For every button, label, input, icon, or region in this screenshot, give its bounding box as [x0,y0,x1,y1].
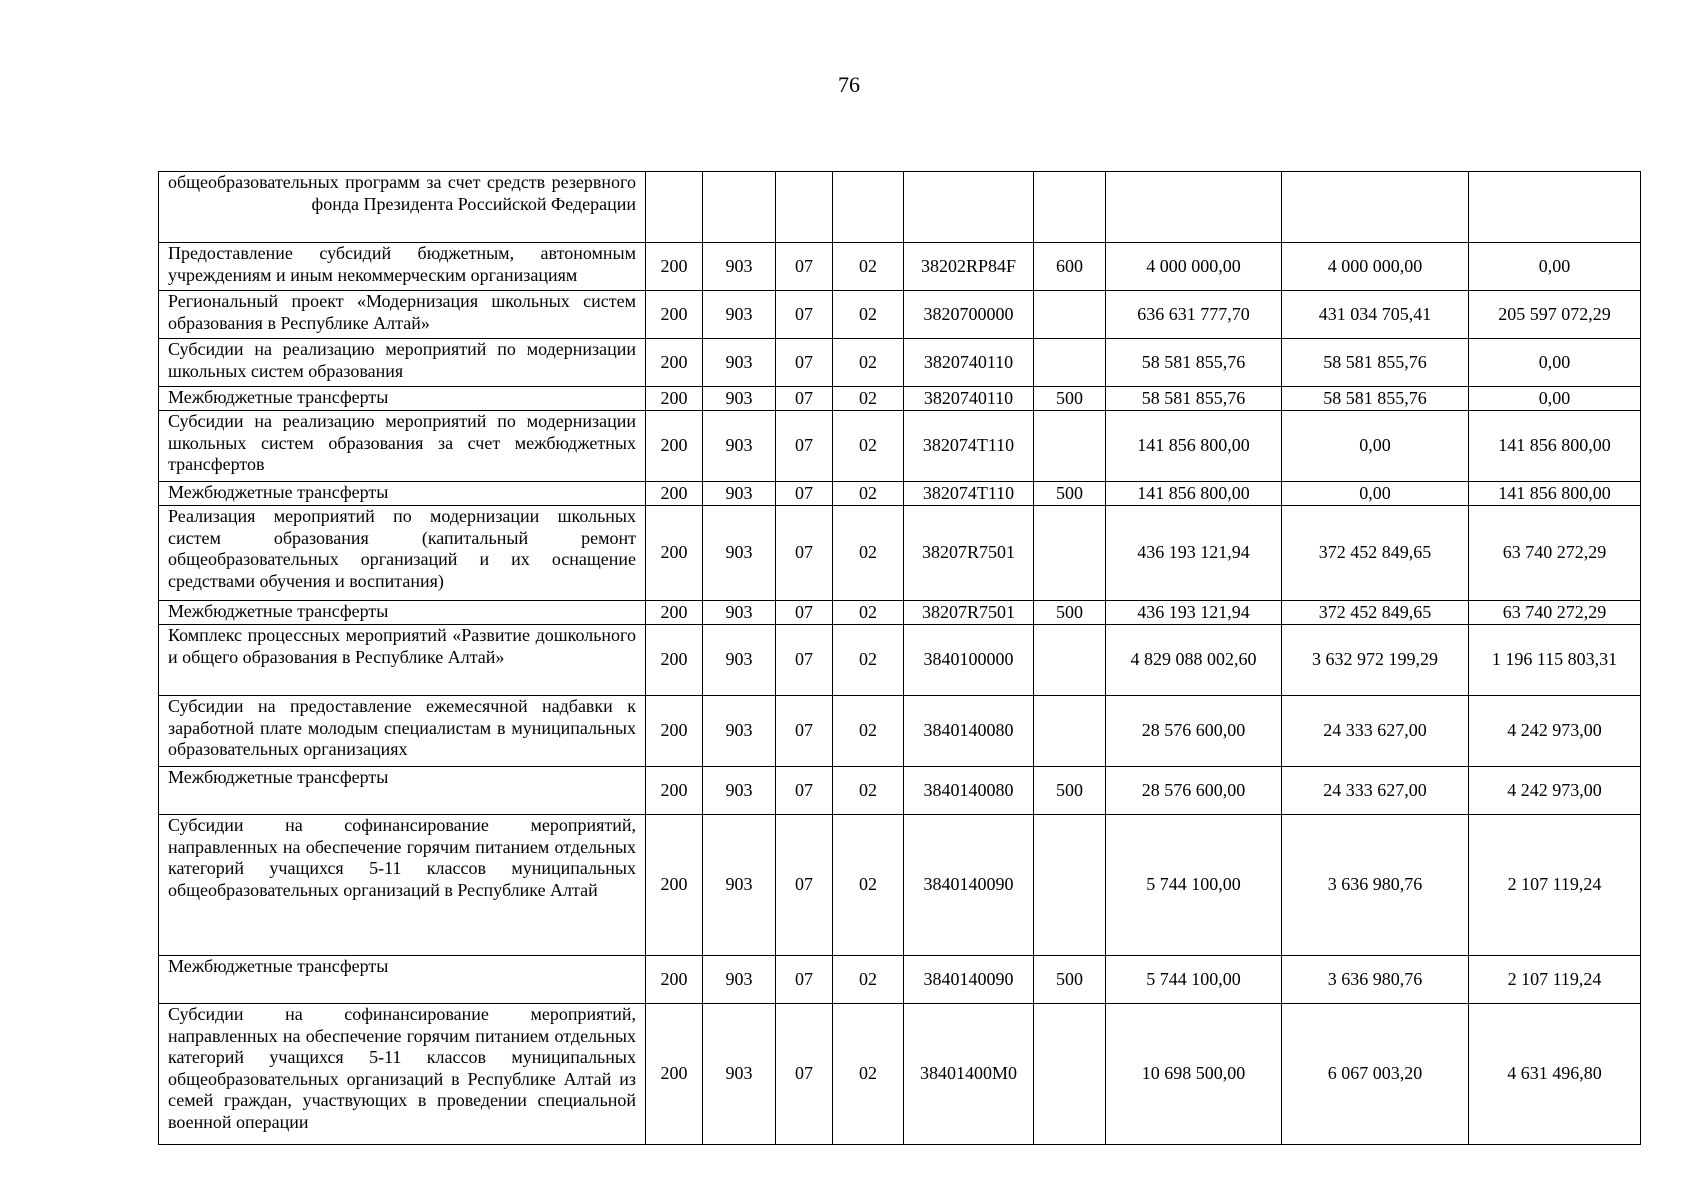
cell-c2: 903 [703,815,776,956]
cell-amount-3: 63 740 272,29 [1469,601,1641,625]
row-name-cell: Региональный проект «Модернизация школьных систем образования в Республике Алтай» [159,291,646,339]
cell-type: 500 [1034,767,1106,815]
cell-c4: 02 [833,506,904,601]
cell-type [1034,696,1106,767]
cell-code: 3840140090 [904,956,1034,1004]
cell-amount-total: 636 631 777,70 [1106,291,1282,339]
table-row [159,767,1641,815]
row-name-cell: Субсидии на предоставление ежемесячной надбавки к заработной плате молодым специалистам в муниципальных образовательных организациях [159,696,646,767]
cell-amount-total: 28 576 600,00 [1106,767,1282,815]
cell-type: 500 [1034,601,1106,625]
table-row [159,243,1641,291]
cell-amount-3: 2 107 119,24 [1469,815,1641,956]
cell-amount-3 [1469,172,1641,243]
cell-type: 500 [1034,482,1106,506]
cell-c3: 07 [776,956,833,1004]
cell-code: 382074T110 [904,482,1034,506]
cell-code [904,1004,1034,1145]
table-row [159,956,1641,1004]
cell-c3: 07 [776,411,833,482]
cell-amount-2: 372 452 849,65 [1282,506,1469,601]
cell-amount-total: 28 576 600,00 [1106,696,1282,767]
cell-c4: 02 [833,696,904,767]
cell-amount-2: 3 632 972 199,29 [1282,625,1469,696]
cell-c1: 200 [646,601,703,625]
table-row [159,625,1641,696]
cell-c4: 02 [833,482,904,506]
row-name-cell: общеобразовательных программ за счет средств резервного фонда Президента Российской Федерации [159,172,646,243]
table-row [159,1004,1641,1145]
cell-amount-total: 141 856 800,00 [1106,411,1282,482]
cell-amount-3: 0,00 [1469,243,1641,291]
cell-amount-3: 1 196 115 803,31 [1469,625,1641,696]
table-row [159,172,1641,243]
cell-amount-2: 0,00 [1282,482,1469,506]
cell-code: 3840140080 [904,696,1034,767]
cell-c3 [776,172,833,243]
table-row [159,696,1641,767]
cell-c2: 903 [703,1004,776,1145]
cell-amount-2: 58 581 855,76 [1282,387,1469,411]
cell-c1: 200 [646,1004,703,1145]
cell-amount-2: 3 636 980,76 [1282,815,1469,956]
row-name-cell: Межбюджетные трансферты [159,387,646,411]
cell-amount-total: 4 000 000,00 [1106,243,1282,291]
cell-c3: 07 [776,696,833,767]
cell-c4: 02 [833,601,904,625]
cell-c1: 200 [646,815,703,956]
cell-c3: 07 [776,243,833,291]
cell-c2: 903 [703,696,776,767]
cell-c1: 200 [646,339,703,387]
cell-amount-3: 0,00 [1469,339,1641,387]
cell-c4: 02 [833,339,904,387]
cell-c1: 200 [646,243,703,291]
cell-type [1034,506,1106,601]
cell-amount-2: 3 636 980,76 [1282,956,1469,1004]
cell-type [1034,339,1106,387]
cell-code: 38207R7501 [904,506,1034,601]
cell-c2: 903 [703,243,776,291]
row-name-cell: Комплекс процессных мероприятий «Развитие дошкольного и общего образования в Республике Алтай» [159,625,646,696]
cell-c2: 903 [703,956,776,1004]
cell-c1: 200 [646,506,703,601]
cell-code [904,172,1034,243]
table-row [159,815,1641,956]
cell-code: 3840140080 [904,767,1034,815]
cell-c3: 07 [776,291,833,339]
table-row [159,601,1641,625]
cell-type [1034,1004,1106,1145]
cell-code: 3820740110 [904,339,1034,387]
cell-c4: 02 [833,767,904,815]
cell-amount-total: 58 581 855,76 [1106,339,1282,387]
cell-c2: 903 [703,506,776,601]
cell-c2: 903 [703,601,776,625]
cell-type: 600 [1034,243,1106,291]
cell-amount-total: 436 193 121,94 [1106,506,1282,601]
cell-amount-2: 24 333 627,00 [1282,696,1469,767]
cell-amount-2: 431 034 705,41 [1282,291,1469,339]
cell-amount-3: 4 242 973,00 [1469,696,1641,767]
cell-c4: 02 [833,1004,904,1145]
table-row [159,339,1641,387]
cell-c3: 07 [776,506,833,601]
cell-type: 500 [1034,387,1106,411]
cell-c2: 903 [703,339,776,387]
cell-c1: 200 [646,625,703,696]
cell-amount-total: 4 829 088 002,60 [1106,625,1282,696]
row-name-cell: Субсидии на реализацию мероприятий по модернизации школьных систем образования [159,339,646,387]
cell-amount-3: 4 631 496,80 [1469,1004,1641,1145]
cell-c2 [703,172,776,243]
cell-type [1034,291,1106,339]
row-name-cell: Предоставление субсидий бюджетным, автономным учреждениям и иным некоммерческим организациям [159,243,646,291]
cell-c4: 02 [833,291,904,339]
cell-c3: 07 [776,767,833,815]
row-name-cell: Межбюджетные трансферты [159,956,646,1004]
row-name-cell: Межбюджетные трансферты [159,767,646,815]
code-text: 38401400M0 [919,1063,1017,1084]
cell-c4: 02 [833,625,904,696]
cell-amount-total: 436 193 121,94 [1106,601,1282,625]
cell-c4: 02 [833,411,904,482]
cell-c1: 200 [646,767,703,815]
cell-amount-3: 63 740 272,29 [1469,506,1641,601]
cell-c3: 07 [776,625,833,696]
cell-c4 [833,172,904,243]
cell-type: 500 [1034,956,1106,1004]
table-row [159,506,1641,601]
cell-c1: 200 [646,482,703,506]
cell-c1: 200 [646,411,703,482]
cell-code: 3820740110 [904,387,1034,411]
cell-c4: 02 [833,387,904,411]
cell-amount-2: 24 333 627,00 [1282,767,1469,815]
page-number: 76 [838,72,860,97]
cell-c2: 903 [703,411,776,482]
cell-amount-2: 58 581 855,76 [1282,339,1469,387]
cell-amount-3: 0,00 [1469,387,1641,411]
cell-amount-2: 0,00 [1282,411,1469,482]
cell-code: 382074T110 [904,411,1034,482]
cell-amount-total [1106,172,1282,243]
cell-type [1034,411,1106,482]
cell-amount-3: 4 242 973,00 [1469,767,1641,815]
row-name-cell: Субсидии на реализацию мероприятий по модернизации школьных систем образования за счет межбюджетных трансфертов [159,411,646,482]
cell-amount-2: 6 067 003,20 [1282,1004,1469,1145]
cell-c2: 903 [703,291,776,339]
cell-code: 38207R7501 [904,601,1034,625]
cell-c1: 200 [646,696,703,767]
cell-amount-total: 58 581 855,76 [1106,387,1282,411]
cell-c3: 07 [776,339,833,387]
cell-c3: 07 [776,482,833,506]
cell-c4: 02 [833,815,904,956]
cell-amount-2: 4 000 000,00 [1282,243,1469,291]
cell-amount-total: 5 744 100,00 [1106,815,1282,956]
cell-type [1034,815,1106,956]
cell-amount-total: 10 698 500,00 [1106,1004,1282,1145]
table-row [159,482,1641,506]
cell-code: 38202RP84F [904,243,1034,291]
cell-code: 3840100000 [904,625,1034,696]
cell-c1: 200 [646,956,703,1004]
cell-amount-total: 141 856 800,00 [1106,482,1282,506]
cell-c2: 903 [703,482,776,506]
cell-c2: 903 [703,767,776,815]
cell-c3: 07 [776,1004,833,1145]
cell-c3: 07 [776,601,833,625]
cell-amount-3: 2 107 119,24 [1469,956,1641,1004]
cell-code: 3840140090 [904,815,1034,956]
cell-c4: 02 [833,956,904,1004]
cell-c2: 903 [703,625,776,696]
cell-type [1034,172,1106,243]
table-row [159,387,1641,411]
cell-c3: 07 [776,815,833,956]
cell-c2: 903 [703,387,776,411]
cell-amount-total: 5 744 100,00 [1106,956,1282,1004]
cell-c3: 07 [776,387,833,411]
table-row [159,411,1641,482]
row-name-cell: Реализация мероприятий по модернизации школьных систем образования (капитальный ремонт общеобразовательных организаций и их оснащение средствами обучения и воспитания) [159,506,646,601]
cell-code: 3820700000 [904,291,1034,339]
cell-c1 [646,172,703,243]
row-name-cell: Межбюджетные трансферты [159,601,646,625]
cell-amount-2 [1282,172,1469,243]
cell-amount-3: 205 597 072,29 [1469,291,1641,339]
cell-c1: 200 [646,291,703,339]
cell-amount-3: 141 856 800,00 [1469,411,1641,482]
cell-c4: 02 [833,243,904,291]
table-row [159,291,1641,339]
row-name-cell: Межбюджетные трансферты [159,482,646,506]
cell-c1: 200 [646,387,703,411]
cell-type [1034,625,1106,696]
budget-table [158,171,1641,1145]
row-name-cell: Субсидии на софинансирование мероприятий, направленных на обеспечение горячим питанием отдельных категорий учащихся 5-11 классов муниципальных общеобразовательных организаций в Республике Алтай [159,815,646,956]
row-name-cell: Субсидии на софинансирование мероприятий, направленных на обеспечение горячим питанием отдельных категорий учащихся 5-11 классов муниципальных общеобразовательных организаций в Республике Алтай из семей граждан, участвующих в проведении специальной военной операции [159,1004,646,1145]
cell-amount-3: 141 856 800,00 [1469,482,1641,506]
cell-amount-2: 372 452 849,65 [1282,601,1469,625]
